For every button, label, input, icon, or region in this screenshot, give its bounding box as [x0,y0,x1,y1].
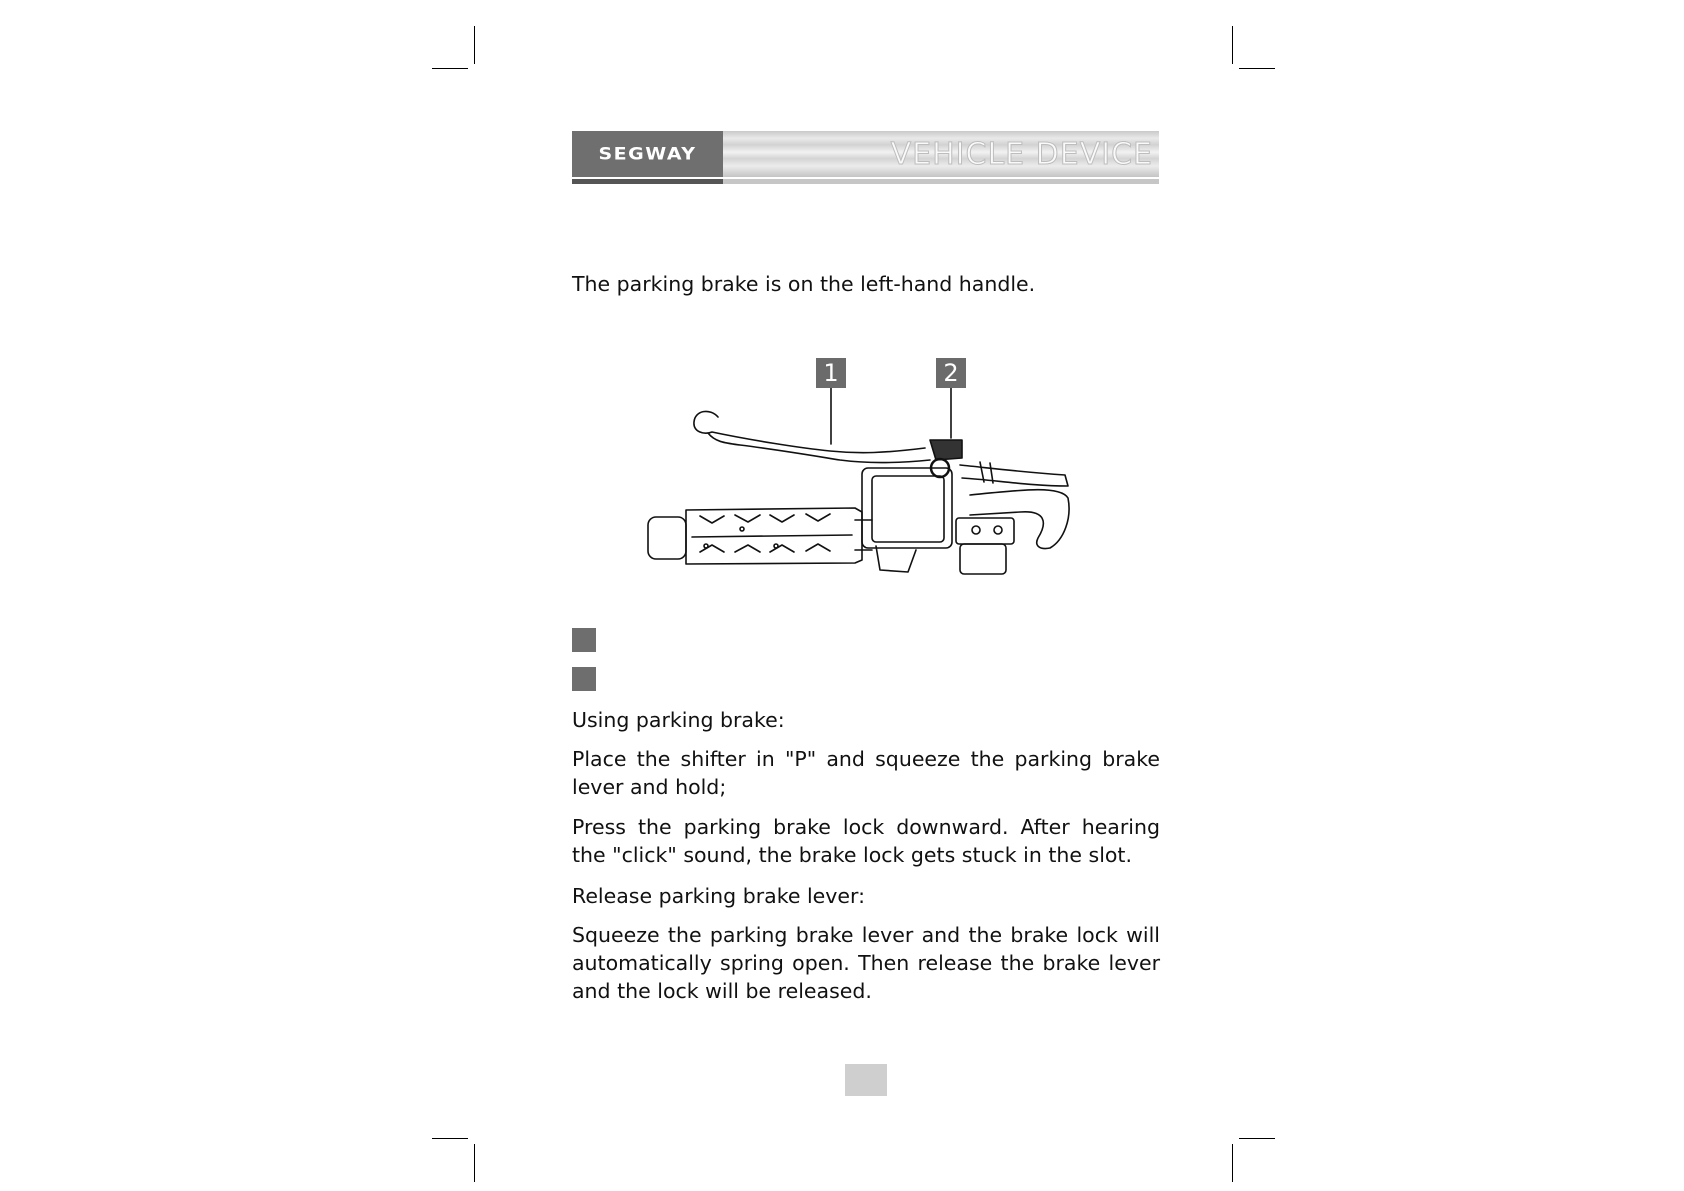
grip-pattern-top [700,514,830,523]
lock-clip [930,440,962,460]
lever-mount-curve [970,490,1069,549]
brand-logo [572,131,723,177]
brake-cable [960,465,1068,486]
step-1-text: Place the shifter in "P" and squeeze the parking brake lever and hold; [572,747,1160,799]
brake-lever-illustration [640,350,1080,590]
header-band [723,131,1159,177]
section-title: VEHICLE DEVICE [890,137,1153,172]
reservoir-cover [872,476,944,542]
callout-1-badge: 1 [816,358,846,388]
crop-mark-bottom-left-v [474,1144,475,1182]
brand-logo-text: SEGWAY [598,144,697,164]
crop-mark-bottom-right-h [1239,1138,1275,1139]
crop-mark-bottom-left-h [432,1138,468,1139]
handlebar-drawing [640,350,1080,590]
legend-marker-2 [572,667,596,691]
master-cylinder [862,468,952,548]
logo-underline [572,179,723,184]
switch-block [960,544,1006,574]
callout-2-badge: 2 [936,358,966,388]
crop-mark-bottom-right-v [1232,1144,1233,1182]
switch-housing [956,518,1014,544]
lever-blade-top [694,411,925,452]
page-number-box [845,1064,887,1096]
legend-marker-1 [572,628,596,652]
crop-mark-top-right-v [1232,26,1233,64]
release-heading: Release parking brake lever: [572,884,866,908]
release-text: Squeeze the parking brake lever and the brake lock will automatically spring open. Then release the brake lever and the lock will be released. [572,923,1160,1003]
grip-pattern-bottom [700,544,830,552]
crop-mark-top-left-h [432,68,468,69]
mount-clamp [876,546,916,572]
grip-midline [692,535,852,537]
crop-mark-top-left-v [474,26,475,64]
crop-mark-top-right-h [1239,68,1275,69]
grip-end [648,517,686,559]
using-heading: Using parking brake: [572,708,785,732]
page-header [572,131,1159,185]
step-2-text: Press the parking brake lock downward. After hearing the "click" sound, the brake lock gets stuck in the slot. [572,815,1160,867]
header-band-underline [723,179,1159,184]
intro-text: The parking brake is on the left-hand handle. [572,272,1036,296]
